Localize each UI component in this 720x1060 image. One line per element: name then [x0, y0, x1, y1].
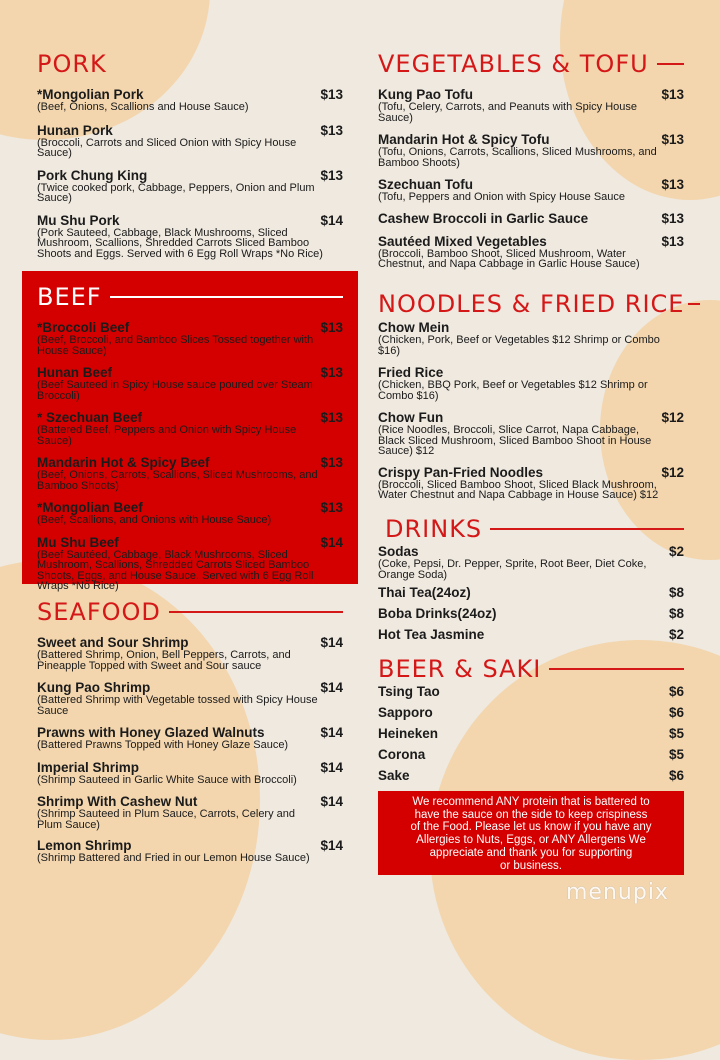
menu-item	[37, 726, 343, 751]
menu-item	[37, 501, 343, 526]
menu-item	[378, 706, 684, 720]
item-name: Hunan Beef	[37, 365, 113, 380]
item-description: (Battered Shrimp, Onion, Bell Peppers, Carrots, and Pineapple Topped with Sweet and Sour sauce	[37, 649, 291, 672]
notice-line: or business.	[499, 859, 562, 872]
item-name: Sodas	[378, 544, 419, 559]
item-price: $13	[320, 500, 343, 515]
item-price: $13	[661, 87, 684, 102]
item-description: (Tofu, Peppers and Onion with Spicy House Sauce	[378, 191, 626, 203]
menu-item	[37, 681, 343, 716]
item-name: Shrimp With Cashew Nut	[37, 794, 198, 809]
item-name: Mu Shu Beef	[37, 534, 119, 550]
item-name: Fried Rice	[378, 365, 444, 380]
menu-item	[378, 178, 684, 203]
section-title-beef: BEEF	[37, 283, 343, 311]
item-description: (Shrimp Sauteed in Plum Sauce, Carrots, Celery and Plum Sauce)	[37, 808, 296, 831]
item-name: Kung Pao Shrimp	[37, 680, 151, 695]
item-description: (Broccoli, Carrots and Sliced Onion with Spicy House Sauce)	[37, 136, 297, 159]
menu-item	[378, 88, 684, 123]
item-price: $13	[320, 410, 343, 425]
vegetables-items	[378, 88, 684, 270]
item-price: $13	[661, 177, 684, 192]
item-price: $6	[668, 768, 684, 783]
menu-item	[37, 321, 343, 356]
item-name: Kung Pao Tofu	[378, 87, 473, 102]
item-description: (Battered Prawns Topped with Honey Glaze Sauce)	[37, 739, 289, 751]
item-description: (Beef, Scallions, and Onions with House Sauce)	[37, 514, 272, 526]
item-name: Crispy Pan-Fried Noodles	[378, 464, 544, 480]
menu-item	[378, 769, 684, 783]
menu-item	[378, 466, 684, 501]
item-price: $13	[661, 132, 684, 147]
item-price: $13	[320, 455, 343, 470]
title-rule	[549, 668, 684, 670]
seafood-items	[37, 636, 343, 864]
menu-item	[37, 169, 343, 204]
menu-item	[378, 748, 684, 762]
item-description: (Shrimp Battered and Fried in our Lemon House Sauce)	[37, 852, 310, 864]
title-rule	[688, 303, 700, 305]
item-name: Chow Fun	[378, 410, 444, 425]
item-price: $14	[320, 838, 343, 853]
item-description: (Chicken, BBQ Pork, Beef or Vegetables $12 Shrimp or Combo $16)	[378, 379, 648, 402]
item-name: Mandarin Hot & Spicy Tofu	[378, 132, 550, 147]
item-name: Prawns with Honey Glazed Walnuts	[37, 725, 265, 740]
item-name: Mu Shu Pork	[37, 212, 120, 228]
title-rule	[490, 528, 684, 530]
item-price: $6	[668, 684, 684, 699]
item-name: Imperial Shrimp	[37, 759, 140, 775]
item-price: $5	[668, 747, 684, 762]
item-price: $8	[668, 606, 684, 621]
noodles-items	[378, 321, 684, 501]
menu-item	[37, 536, 343, 592]
item-description: (Beef, Broccoli, and Bamboo Slices Tossed together with House Sauce)	[37, 334, 314, 357]
item-description: (Tofu, Celery, Carrots, and Peanuts with Spicy House Sauce)	[378, 101, 638, 124]
item-description: (Battered Beef, Peppers and Onion with Spicy House Sauce)	[37, 424, 297, 447]
item-name: Lemon Shrimp	[37, 838, 132, 853]
item-description: (Beef Sauteed in Spicy House sauce poured over Steam Broccoli)	[37, 379, 313, 402]
menu-item	[37, 839, 343, 864]
item-price: $12	[661, 410, 684, 425]
item-name: Boba Drinks(24oz)	[378, 606, 497, 621]
title-rule	[169, 611, 343, 613]
menu-item	[378, 366, 684, 401]
menu-item	[37, 636, 343, 671]
item-description: (Coke, Pepsi, Dr. Pepper, Sprite, Root Beer, Diet Coke, Orange Soda)	[378, 558, 647, 581]
item-name: Hunan Pork	[37, 122, 113, 138]
item-name: Szechuan Tofu	[378, 177, 474, 192]
menu-item	[37, 366, 343, 401]
item-name: *Broccoli Beef	[37, 320, 130, 335]
item-description: (Shrimp Sauteed in Garlic White Sauce with Broccoli)	[37, 773, 297, 786]
item-description: (Tofu, Onions, Carrots, Scallions, Sliced Mushrooms, and Bamboo Shoots)	[378, 146, 657, 169]
menu-item	[378, 727, 684, 741]
menu-item	[378, 411, 684, 457]
item-name: *Mongolian Pork	[37, 87, 144, 102]
item-price: $13	[320, 320, 343, 335]
item-price: $12	[661, 464, 684, 480]
section-title-noodles: NOODLES & FRIED RICE	[378, 290, 684, 318]
section-title-seafood: SEAFOOD	[37, 598, 343, 626]
item-price: $14	[320, 680, 343, 695]
item-price: $14	[320, 794, 343, 809]
item-description: (Broccoli, Bamboo Shoot, Sliced Mushroom, Water Chestnut, and Napa Cabbage in Garlic House Sauce)	[378, 247, 640, 270]
item-name: Thai Tea(24oz)	[378, 585, 471, 600]
notice-line: have the sauce on the side to keep crispiness	[414, 808, 648, 821]
item-price: $13	[320, 365, 343, 380]
item-price: $2	[668, 544, 684, 559]
item-name: *Mongolian Beef	[37, 500, 143, 515]
item-name: Mandarin Hot & Spicy Beef	[37, 455, 210, 470]
title-rule	[657, 63, 684, 65]
item-price: $13	[320, 122, 343, 138]
section-title-drinks: DRINKS	[385, 515, 684, 543]
menu-item	[37, 761, 343, 786]
item-name: Heineken	[378, 726, 439, 741]
item-name: Pork Chung King	[37, 167, 148, 183]
item-price: $14	[320, 725, 343, 740]
menu-item	[37, 124, 343, 159]
item-name: Sautéed Mixed Vegetables	[378, 233, 547, 249]
notice-line: of the Food. Please let us know if you have any	[410, 821, 652, 834]
beef-items	[37, 321, 343, 592]
notice-line: appreciate and thank you for supporting	[429, 846, 633, 859]
section-title-beer: BEER & SAKI	[378, 655, 684, 683]
menu-item	[378, 321, 684, 356]
menu-item	[37, 411, 343, 446]
beer-items	[378, 685, 684, 783]
item-description: (Chicken, Pork, Beef or Vegetables $12 Shrimp or Combo $16)	[378, 334, 660, 357]
item-price: $13	[320, 87, 343, 102]
title-rule	[110, 296, 343, 298]
menu-item	[378, 212, 684, 226]
section-title-vegetables: VEGETABLES & TOFU	[378, 50, 684, 78]
menu-item	[37, 456, 343, 491]
item-name: Hot Tea Jasmine	[378, 627, 485, 642]
menu-item	[37, 88, 343, 113]
item-description: (Broccoli, Sliced Bamboo Shoot, Sliced Black Mushroom, Water Chestnut and Napa Cabbage in House Sauce) $12	[378, 478, 659, 501]
item-description: (Beef, Onions, Carrots, Scallions, Sliced Mushrooms, and Bamboo Shoots)	[37, 469, 318, 492]
menu-item	[378, 133, 684, 168]
item-description: (Pork Sauteed, Cabbage, Black Mushrooms, Sliced Mushroom, Scallions, Shredded Carrots Sliced Bamboo Shoots and Eggs. Served with 6 Egg Roll Wraps *No Rice)	[37, 226, 323, 260]
menu-item	[378, 235, 684, 270]
item-name: * Szechuan Beef	[37, 410, 143, 425]
item-name: Corona	[378, 747, 426, 762]
item-description: (Battered Shrimp with Vegetable tossed with Spicy House Sauce	[37, 694, 318, 717]
menu-item	[37, 795, 343, 830]
item-description: (Twice cooked pork, Cabbage, Peppers, Onion and Plum Sauce)	[37, 181, 315, 204]
item-name: Chow Mein	[378, 320, 450, 335]
menu-item	[378, 628, 684, 642]
notice-line: Allergies to Nuts, Eggs, or ANY Allergens We	[416, 834, 646, 847]
item-price: $8	[668, 585, 684, 600]
item-name: Cashew Broccoli in Garlic Sauce	[378, 210, 589, 226]
menu-item	[378, 545, 684, 580]
item-name: Sapporo	[378, 705, 433, 720]
item-description: (Beef Sautéed, Cabbage, Black Mushrooms, Sliced Mushroom, Scallions, Shredded Carrots Sliced Bamboo Shoots, Eggs, and House Sauce. Served with 6 Egg Roll Wraps *No Rice)	[37, 548, 314, 592]
item-name: Tsing Tao	[378, 684, 440, 699]
allergy-notice	[378, 791, 684, 875]
menu-item	[37, 214, 343, 260]
item-price: $2	[668, 627, 684, 642]
item-description: (Rice Noodles, Broccoli, Slice Carrot, Napa Cabbage, Black Sliced Mushroom, Sliced Bamboo Shoot in House Sauce) $12	[378, 424, 652, 457]
item-price: $14	[320, 635, 343, 650]
drinks-items	[378, 545, 684, 642]
item-price: $6	[668, 705, 684, 720]
item-price: $14	[320, 759, 343, 775]
item-description: (Beef, Onions, Scallions and House Sauce)	[37, 101, 249, 113]
item-price: $13	[661, 233, 684, 249]
menupix-watermark: menupix	[566, 880, 669, 905]
item-price: $13	[320, 167, 343, 183]
item-name: Sweet and Sour Shrimp	[37, 635, 189, 650]
notice-line: We recommend ANY protein that is battered to	[412, 796, 650, 808]
menu-item	[378, 685, 684, 699]
menu-item	[378, 607, 684, 621]
item-name: Sake	[378, 768, 410, 783]
item-price: $14	[320, 212, 343, 228]
item-price: $13	[661, 210, 684, 226]
item-price: $5	[668, 726, 684, 741]
item-price: $14	[320, 534, 343, 550]
section-title-pork: PORK	[37, 50, 107, 78]
pork-items	[37, 88, 343, 259]
menu-item	[378, 586, 684, 600]
